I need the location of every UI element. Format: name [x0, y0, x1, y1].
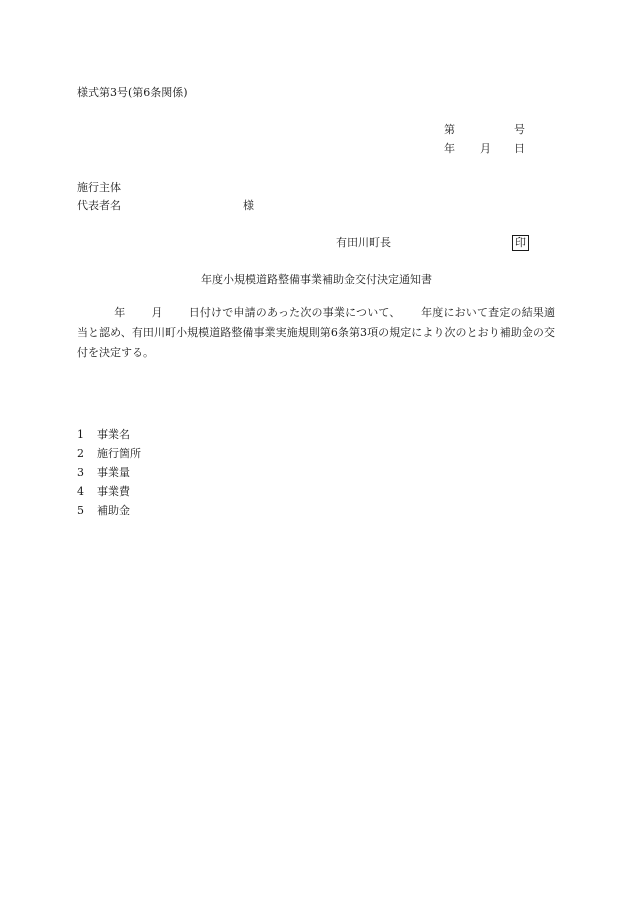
document-title: 年度小規模道路整備事業補助金交付決定通知書 — [201, 273, 432, 286]
list-item — [77, 444, 141, 463]
body-part2: 年度において査定の結果適当と認め、有田川町小規模道路整備事業実施規則第6条第3項の規定により次のとおり補助金の交付を決定する。 — [77, 306, 556, 359]
item-label: 補助金 — [97, 504, 130, 517]
body-paragraph — [77, 303, 555, 363]
item-number: 3 — [77, 466, 84, 479]
form-label: 様式第3号(第6条関係) — [77, 86, 188, 99]
date-month: 月 — [480, 142, 491, 155]
item-number: 1 — [77, 428, 84, 441]
recipient-honorific: 様 — [243, 199, 254, 212]
recipient-org: 施行主体 — [77, 181, 121, 194]
list-item — [77, 463, 141, 482]
list-item — [77, 425, 141, 444]
body-year: 年 — [114, 306, 126, 319]
list-item — [77, 482, 141, 501]
seal-text: 印 — [512, 235, 529, 251]
body-part1: 日付けで申請のあった次の事業について、 — [188, 306, 396, 319]
recipient-representative-label: 代表者名 — [77, 199, 121, 212]
number-suffix: 号 — [514, 123, 525, 136]
item-label: 事業費 — [97, 485, 130, 498]
number-prefix: 第 — [444, 123, 455, 136]
item-label: 施行箇所 — [97, 447, 141, 460]
item-number: 2 — [77, 447, 84, 460]
seal-mark — [512, 235, 529, 251]
item-number: 4 — [77, 485, 84, 498]
issuer-title: 有田川町長 — [336, 236, 391, 249]
item-label: 事業名 — [97, 428, 130, 441]
body-month: 月 — [151, 306, 163, 319]
item-list — [77, 425, 141, 520]
item-number: 5 — [77, 504, 84, 517]
list-item — [77, 501, 141, 520]
item-label: 事業量 — [97, 466, 130, 479]
date-year: 年 — [444, 142, 455, 155]
date-day: 日 — [514, 142, 525, 155]
